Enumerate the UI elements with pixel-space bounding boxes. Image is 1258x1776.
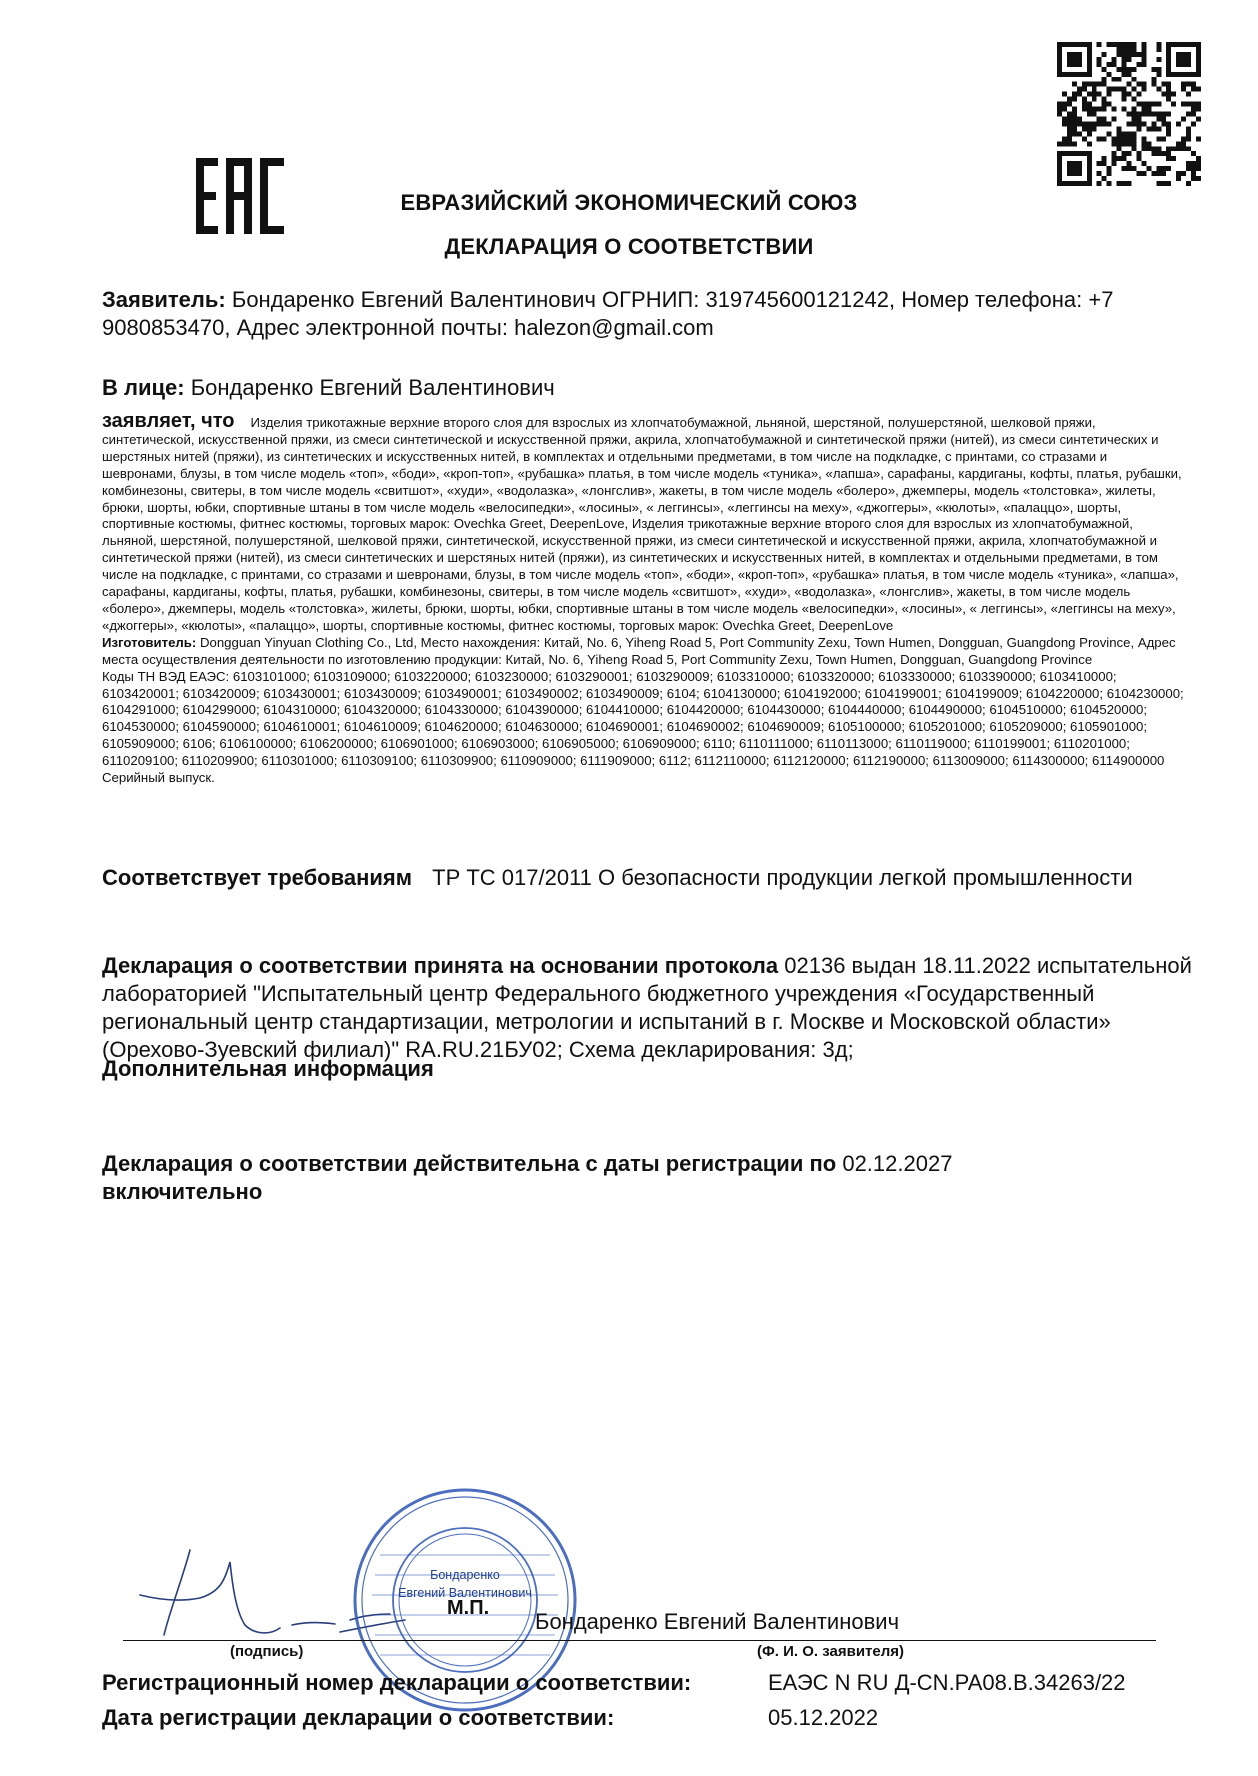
validity-suffix: включительно [102, 1179, 263, 1204]
registration-number: ЕАЭС N RU Д-CN.PA08.B.34263/22 [768, 1670, 1126, 1695]
applicant-text: Бондаренко Евгений Валентинович ОГРНИП: 319745600121242, Номер телефона: +7 9080853470, Адрес электронной почты: halezon@gmail.com [102, 287, 1114, 340]
document-title: ДЕКЛАРАЦИЯ О СООТВЕТСТВИИ [444, 234, 814, 259]
fio-caption: (Ф. И. О. заявителя) [757, 1643, 905, 1660]
requirements-label: Соответствует требованиям [102, 865, 412, 890]
declares-label: заявляет, что [102, 410, 235, 432]
validity-label: Декларация о соответствии действительна с даты регистрации по [102, 1151, 837, 1176]
requirements-text: ТР ТС 017/2011 О безопасности продукции легкой промышленности [432, 865, 1133, 890]
protocol-text: 02136 выдан 18.11.2022 испытательной лабораторией "Испытательный центр Федерального бюджетного учреждения «Государственный региональный центр стандартизации, метрологии и испытаний в г. Москве и Московской области» (Орехово-Зуевский филиал)" RA.RU.21БУ02; Схема декларирования: 3д; [102, 953, 1192, 1062]
representative-label: В лице: [102, 375, 185, 400]
manufacturer-text: Dongguan Yinyuan Clothing Co., Ltd, Место нахождения: Китай, No. 6, Yiheng Road 5, Port Community Zexu, Town Humen, Dongguan, Guangdong Province, Адрес места осуществления деятельности по изготовлению продукции: Китай, No. 6, Yiheng Road 5, Port Community Zexu, Town Humen, Dongguan, Guangdong Province [102, 634, 1176, 667]
stamp-place-label: М.П. [447, 1597, 490, 1619]
protocol-section [102, 952, 1192, 1064]
applicant-section [102, 286, 1192, 342]
stamp-name-line2: Евгений Валентинович [398, 1586, 532, 1600]
manufacturer-label: Изготовитель: [102, 634, 197, 650]
registration-date: 05.12.2022 [768, 1705, 879, 1730]
signer-name: Бондаренко Евгений Валентинович [535, 1609, 900, 1634]
representative-text: Бондаренко Евгений Валентинович [190, 375, 555, 400]
validity-date: 02.12.2027 [842, 1151, 953, 1176]
registration-date-label: Дата регистрации декларации о соответствии: [102, 1705, 615, 1730]
declaration-section [102, 410, 1185, 787]
protocol-label: Декларация о соответствии принята на основании протокола [102, 953, 779, 978]
product-description: Изделия трикотажные верхние второго слоя для взрослых из хлопчатобумажной, льняной, шерстяной, полушерстяной, шелковой пряжи, синтетической, искусственной пряжи, из смеси синтетической и искусственной пряжи, акрила, хлопчатобумажной и синтетической пряжи (нитей), из смеси синтетических и шерстяных нитей (пряжи), из синтетических и искусственных нитей, в комплектах и отдельными предметами, в том числе на подкладке, с принтами, со стразами и шевронами, блузы, в том числе модель «топ», «боди», «кроп-топ», «рубашка» платья, в том числе модель «туника», «лапша», сарафаны, кардиганы, кофты, платья, рубашки, комбинезоны, свитеры, в том числе модель «свитшот», «худи», «водолазка», «лонгслив», жакеты, в том числе модель «болеро», джемперы, модель «толстовка», жилеты, брюки, шорты, юбки, спортивные штаны в том числе модель «велосипедки», «лосины», « леггинсы», «леггинсы на меху», «джоггеры», «кюлоты», «палаццо», шорты, спортивные костюмы, фитнес костюмы, торговых марок: Ovechka Greet, DeepenLove, Изделия трикотажные верхние второго слоя для взрослых из хлопчатобумажной, льняной, шерстяной, полушерстяной, шелковой пряжи, синтетической, искусственной пряжи, из смеси синтетической и искусственной пряжи, акрила, хлопчатобумажной и синтетической пряжи (нитей), из смеси синтетических и шерстяных нитей (пряжи), из синтетических и искусственных нитей, в комплектах и отдельными предметами, в том числе на подкладке, с принтами, со стразами и шевронами, блузы, в том числе модель «топ», «боди», «кроп-топ», «рубашка» платья, в том числе модель «туника», «лапша», сарафаны, кардиганы, кофты, платья, рубашки, комбинезоны, свитеры, в том числе модель «свитшот», «худи», «водолазка», «лонгслив», жакеты, в том числе модель «болеро», джемперы, модель «толстовка», жилеты, брюки, шорты, юбки, спортивные штаны в том числе модель «велосипедки», «лосины», « леггинсы», «леггинсы на меху», «джоггеры», «кюлоты», «палаццо», шорты, спортивные костюмы, фитнес костюмы, торговых марок: Ovechka Greet, DeepenLove [102, 415, 1182, 633]
stamp-name-line1: Бондаренко [430, 1568, 500, 1582]
applicant-label: Заявитель: [102, 287, 226, 312]
representative-section [102, 374, 1192, 402]
signature-line [123, 1640, 1156, 1641]
requirements-section [102, 864, 1192, 892]
qr-code-icon [1057, 42, 1201, 186]
serial-production: Серийный выпуск. [102, 770, 215, 786]
validity-section [102, 1150, 1192, 1206]
additional-info-label: Дополнительная информация [102, 1056, 434, 1081]
registration-number-label: Регистрационный номер декларации о соответствии: [102, 1670, 692, 1695]
hs-codes: Коды ТН ВЭД ЕАЭС: 6103101000; 6103109000; 6103220000; 6103230000; 6103290001; 6103290009; 6103310000; 6103320000; 6103330000; 6103390000; 6103410000; 6103420001; 6103420009; 6103430001; 6103430009; 6103490001; 6103490002; 6103490009; 6104; 6104130000; 6104192000; 6104199001; 6104199009; 6104220000; 6104230000; 6104291000; 6104299000; 6104310000; 6104320000; 6104330000; 6104390000; 6104410000; 6104420000; 6104430000; 6104440000; 6104490000; 6104510000; 6104520000; 6104530000; 6104590000; 6104610001; 6104610009; 6104620000; 6104630000; 6104690001; 6104690002; 6104690009; 6105100000; 6105201000; 6105209000; 6105901000; 6105909000; 6106; 6106100000; 6106200000; 6106901000; 6106903000; 6106905000; 6106909000; 6110; 6110111000; 6110113000; 6110119000; 6110199001; 6110201000; 6110209100; 6110209900; 6110301000; 6110309100; 6110309900; 6110909000; 6111909000; 6112; 6112110000; 6112120000; 6112190000; 6113009000; 6114300000; 6114900000 [102, 668, 1184, 769]
signature-caption: (подпись) [230, 1643, 304, 1660]
union-title: ЕВРАЗИЙСКИЙ ЭКОНОМИЧЕСКИЙ СОЮЗ [400, 190, 858, 215]
